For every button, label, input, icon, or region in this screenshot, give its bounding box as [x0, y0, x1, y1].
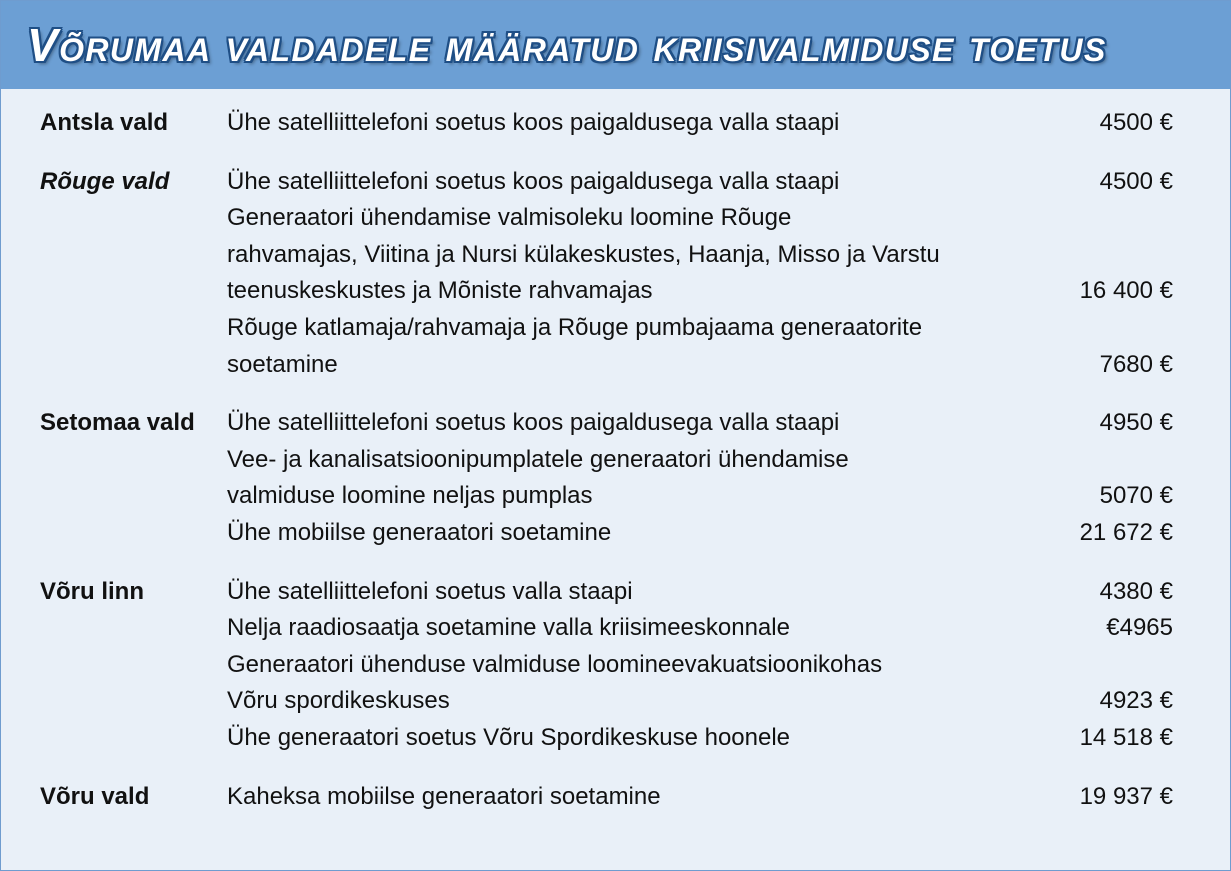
item-description — [227, 574, 1033, 611]
municipality-name: Antsla vald — [40, 109, 169, 136]
support-items — [227, 779, 1173, 816]
support-item — [227, 720, 1173, 757]
item-description — [227, 720, 1033, 757]
description-line: Ühe satelliittelefoni soetus koos paigaldusega valla staapi — [227, 167, 840, 195]
support-item — [227, 610, 1173, 647]
description-line: Generaatori ühenduse valmiduse loomineevakuatsioonikohas — [227, 650, 883, 678]
support-item — [227, 574, 1173, 611]
description-line: Ühe satelliittelefoni soetus koos paigaldusega valla staapi — [227, 409, 840, 437]
item-description — [227, 610, 1033, 647]
municipality-group — [1, 164, 1230, 384]
description-line: teenuskeskustes ja Mõniste rahvamajas — [227, 277, 653, 305]
item-description — [227, 779, 1033, 816]
item-amount: 4380 € — [1099, 577, 1173, 605]
item-amount: 4950 € — [1099, 409, 1173, 437]
item-description — [227, 515, 1033, 552]
support-item — [227, 779, 1173, 816]
support-item — [227, 405, 1173, 442]
title-banner — [1, 1, 1230, 89]
municipality-group — [1, 405, 1230, 551]
item-amount: 19 937 € — [1079, 782, 1173, 810]
item-amount: 4500 € — [1099, 167, 1173, 195]
support-items — [227, 405, 1173, 551]
support-item — [227, 200, 1173, 310]
description-line: Võru spordikeskuses — [227, 687, 450, 715]
support-item — [227, 515, 1173, 552]
item-description — [227, 405, 1033, 442]
support-items — [227, 164, 1173, 384]
item-amount: 14 518 € — [1079, 723, 1173, 751]
municipality-group — [1, 105, 1230, 142]
description-line: Ühe satelliittelefoni soetus koos paigaldusega valla staapi — [227, 109, 840, 136]
item-amount: 16 400 € — [1079, 277, 1173, 305]
support-item — [227, 442, 1173, 515]
municipality-name: Setomaa vald — [40, 409, 195, 437]
description-line: Ühe generaatori soetus Võru Spordikeskuse hoonele — [227, 723, 791, 751]
support-items — [227, 574, 1173, 757]
description-line: Nelja raadiosaatja soetamine valla kriisimeeskonnale — [227, 614, 790, 642]
municipality-name: Võru vald — [40, 782, 150, 810]
description-line: Generaatori ühendamise valmisoleku loomine Rõuge — [227, 204, 792, 232]
description-line: rahvamajas, Viitina ja Nursi külakeskustes, Haanja, Misso ja Varstu — [227, 240, 940, 268]
support-item — [227, 647, 1173, 720]
description-line: Rõuge katlamaja/rahvamaja ja Rõuge pumbajaama generaatorite — [227, 313, 923, 341]
municipality-group — [1, 779, 1230, 816]
description-line: Ühe satelliittelefoni soetus valla staapi — [227, 577, 633, 605]
municipality-name: Võru linn — [40, 577, 144, 605]
municipality-name: Rõuge vald — [40, 167, 170, 195]
description-line: Vee- ja kanalisatsioonipumplatele generaatori ühendamise — [227, 445, 849, 473]
support-item — [227, 164, 1173, 201]
item-description — [227, 200, 1033, 310]
description-line: Kaheksa mobiilse generaatori soetamine — [227, 782, 661, 810]
item-description — [227, 647, 1033, 720]
description-line: Ühe mobiilse generaatori soetamine — [227, 518, 612, 546]
item-description — [227, 442, 1033, 515]
item-amount: 4923 € — [1099, 687, 1173, 715]
support-items — [227, 105, 1173, 142]
item-amount: 7680 € — [1099, 350, 1173, 378]
item-amount: 21 672 € — [1079, 518, 1173, 546]
item-description — [227, 310, 1033, 383]
description-line: soetamine — [227, 350, 338, 378]
item-description — [227, 164, 1033, 201]
municipality-group — [1, 574, 1230, 757]
item-description — [227, 105, 1033, 142]
item-amount: €4965 — [1106, 614, 1173, 642]
item-amount: 4500 € — [1099, 109, 1173, 136]
support-list — [1, 105, 1230, 837]
page-title: Võrumaa valdadele määratud kriisivalmiduse toetus — [27, 19, 1107, 71]
support-item — [227, 310, 1173, 383]
item-amount: 5070 € — [1099, 482, 1173, 510]
support-item — [227, 105, 1173, 142]
description-line: valmiduse loomine neljas pumplas — [227, 482, 593, 510]
